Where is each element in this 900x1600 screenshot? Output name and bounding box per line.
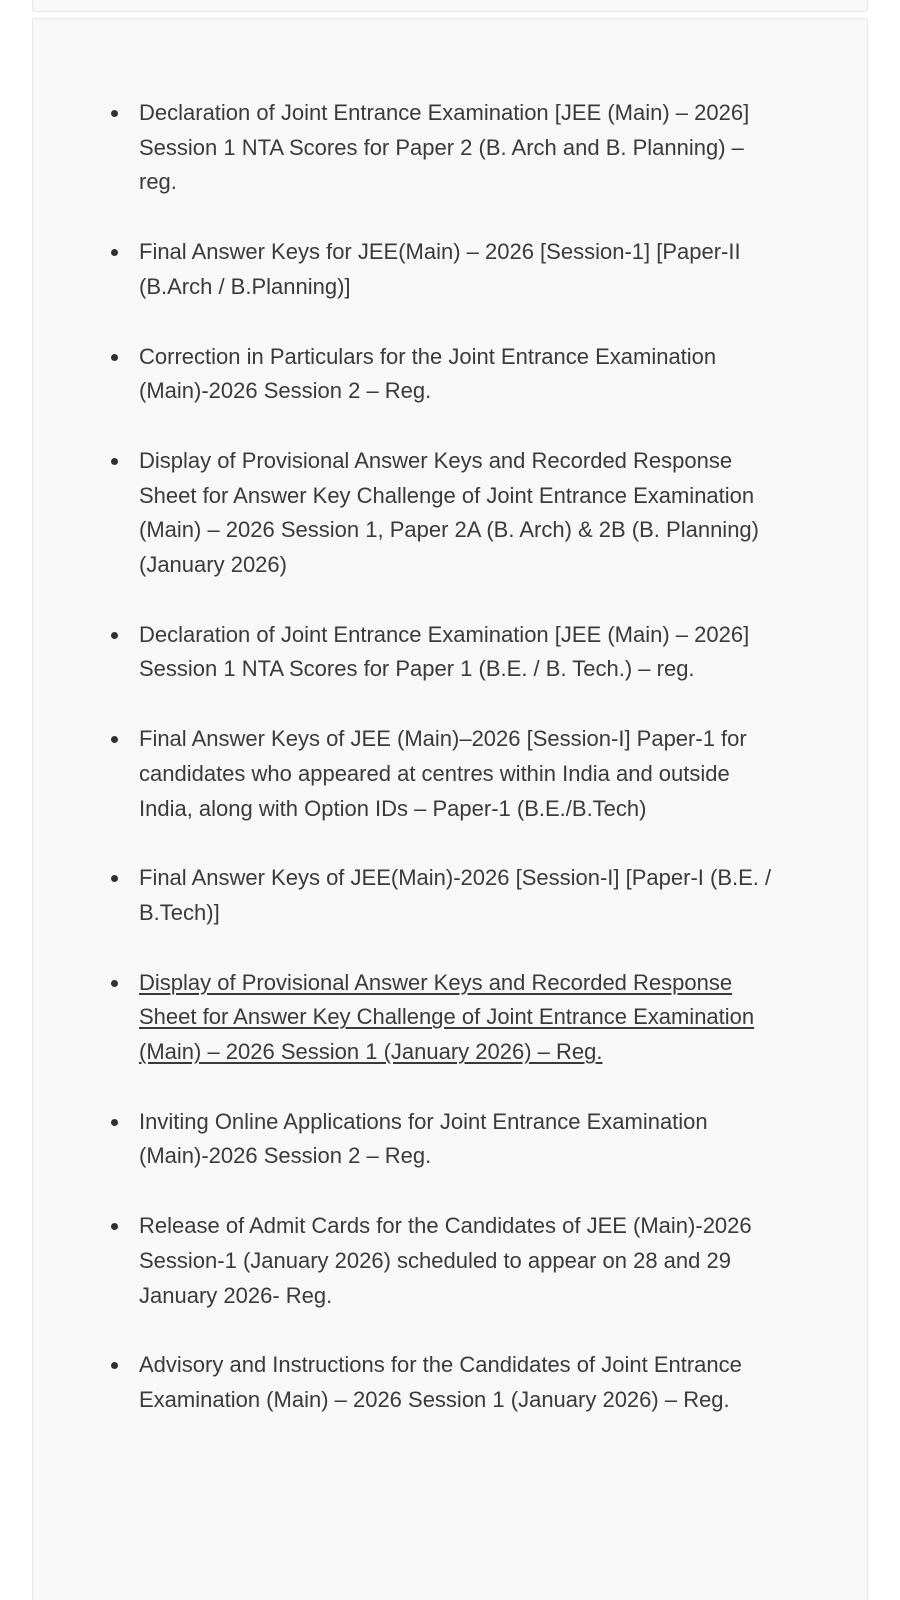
- notice-link[interactable]: Final Answer Keys for JEE(Main) – 2026 [Session-1] [Paper-II (B.Arch / B.Planning)]: [139, 239, 741, 299]
- notice-item: [139, 444, 779, 583]
- notice-link[interactable]: Correction in Particulars for the Joint Entrance Examination (Main)-2026 Session 2 – Reg.: [139, 343, 717, 404]
- notice-link[interactable]: Declaration of Joint Entrance Examination [JEE (Main) – 2026] Session 1 NTA Scores for Paper 1 (B.E. / B. Tech.) – reg.: [139, 621, 750, 682]
- notice-list: [139, 96, 779, 1418]
- notice-link[interactable]: Advisory and Instructions for the Candidates of Joint Entrance Examination (Main) – 2026 Session 1 (January 2026) – Reg.: [139, 1352, 742, 1412]
- notice-item: [139, 1105, 779, 1174]
- notice-link[interactable]: Display of Provisional Answer Keys and Recorded Response Sheet for Answer Key Challenge of Joint Entrance Examination (Main) – 2026 Session 1 (January 2026) – Reg.: [139, 969, 755, 1065]
- notice-item: [139, 966, 779, 1070]
- notice-link[interactable]: Final Answer Keys of JEE (Main)–2026 [Session-I] Paper-1 for candidates who appeared at centres within India and outside India, along with Option IDs – Paper-1 (B.E./B.Tech): [139, 726, 747, 821]
- notice-item: [139, 1348, 779, 1417]
- notice-item: [139, 340, 779, 409]
- notice-item: [139, 1209, 779, 1313]
- notice-item: [139, 618, 779, 687]
- notice-item: [139, 96, 779, 200]
- notice-item: [139, 235, 779, 304]
- notice-link[interactable]: Release of Admit Cards for the Candidates of JEE (Main)-2026 Session-1 (January 2026) scheduled to appear on 28 and 29 January 2026- Reg.: [139, 1213, 752, 1308]
- previous-card-bottom-edge: [32, 0, 868, 12]
- notice-link[interactable]: Display of Provisional Answer Keys and Recorded Response Sheet for Answer Key Challenge of Joint Entrance Examination (Main) – 2026 Session 1, Paper 2A (B. Arch) & 2B (B. Planning) (January 2026): [139, 447, 759, 578]
- notice-link[interactable]: Inviting Online Applications for Joint Entrance Examination (Main)-2026 Session 2 – Reg.: [139, 1108, 708, 1169]
- notice-link[interactable]: Declaration of Joint Entrance Examination [JEE (Main) – 2026] Session 1 NTA Scores for Paper 2 (B. Arch and B. Planning) – reg.: [139, 100, 750, 195]
- notice-link[interactable]: Final Answer Keys of JEE(Main)-2026 [Session-I] [Paper-I (B.E. / B.Tech)]: [139, 865, 772, 925]
- notice-item: [139, 722, 779, 826]
- notice-item: [139, 861, 779, 930]
- notices-card: [32, 18, 868, 1600]
